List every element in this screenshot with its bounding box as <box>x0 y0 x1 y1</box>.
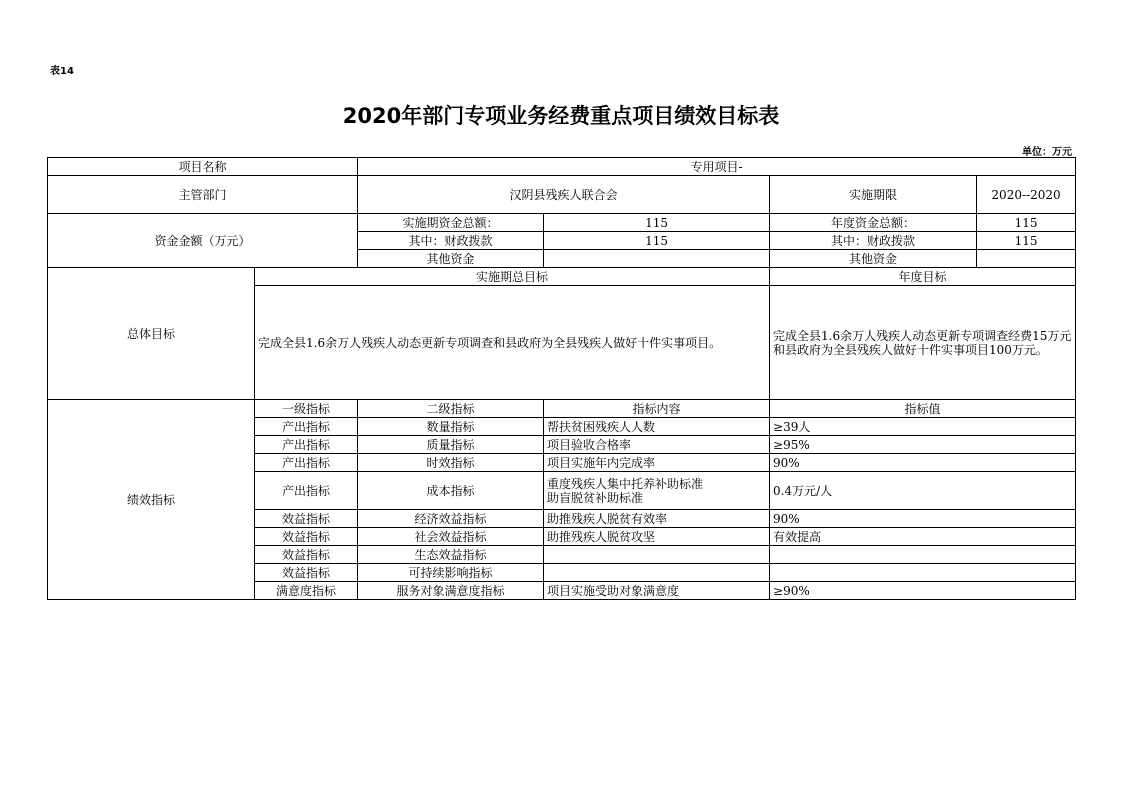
funds-total-value: 115 <box>544 214 770 232</box>
indicator-content <box>544 472 770 510</box>
indicator-value: ≥39人 <box>770 418 1076 436</box>
indicator-content: 助推残疾人脱贫有效率 <box>544 510 770 528</box>
indicator-level1: 产出指标 <box>255 472 358 510</box>
indicator-level1: 效益指标 <box>255 510 358 528</box>
indicator-header-value: 指标值 <box>770 400 1076 418</box>
funds-annual-other-value <box>977 250 1076 268</box>
funds-annual-total-label: 年度资金总额： <box>770 214 977 232</box>
indicator-level2: 经济效益指标 <box>358 510 544 528</box>
table-row <box>48 214 1076 232</box>
indicator-value: 90% <box>770 454 1076 472</box>
indicator-level2: 服务对象满意度指标 <box>358 582 544 600</box>
indicator-content: 项目实施年内完成率 <box>544 454 770 472</box>
indicator-level2: 成本指标 <box>358 472 544 510</box>
indicator-level1: 产出指标 <box>255 418 358 436</box>
indicator-value: 有效提高 <box>770 528 1076 546</box>
indicator-value: ≥90% <box>770 582 1076 600</box>
funds-label: 资金金额（万元） <box>48 214 358 268</box>
table-code: 表14 <box>50 66 74 77</box>
unit-label: 单位：万元 <box>1022 147 1072 158</box>
goals-label: 总体目标 <box>48 268 255 400</box>
annual-goal-header: 年度目标 <box>770 268 1076 286</box>
indicator-level2: 时效指标 <box>358 454 544 472</box>
funds-other-value <box>544 250 770 268</box>
indicator-content-line: 重度残疾人集中托养补助标准 <box>547 476 704 491</box>
dept-value: 汉阴县残疾人联合会 <box>358 176 770 214</box>
indicator-value: 90% <box>770 510 1076 528</box>
project-name-label: 项目名称 <box>48 158 358 176</box>
indicator-level2: 可持续影响指标 <box>358 564 544 582</box>
indicator-level2: 数量指标 <box>358 418 544 436</box>
indicator-header-level1: 一级指标 <box>255 400 358 418</box>
indicator-level2: 生态效益指标 <box>358 546 544 564</box>
indicator-value <box>770 564 1076 582</box>
indicator-level1: 产出指标 <box>255 436 358 454</box>
table-row <box>48 158 1076 176</box>
indicator-content <box>544 564 770 582</box>
indicator-level1: 产出指标 <box>255 454 358 472</box>
indicator-level1: 效益指标 <box>255 546 358 564</box>
project-name-value: 专用项目- <box>358 158 1076 176</box>
table-row <box>48 400 1076 418</box>
indicator-content: 项目实施受助对象满意度 <box>544 582 770 600</box>
funds-other-label: 其他资金 <box>358 250 544 268</box>
table-row <box>48 176 1076 214</box>
indicator-content-line: 助盲脱贫补助标准 <box>547 490 644 505</box>
performance-table <box>47 157 1076 600</box>
funds-annual-total-value: 115 <box>977 214 1076 232</box>
indicator-value: 0.4万元/人 <box>770 472 1076 510</box>
dept-label: 主管部门 <box>48 176 358 214</box>
indicator-content: 项目验收合格率 <box>544 436 770 454</box>
indicator-value <box>770 546 1076 564</box>
period-value: 2020--2020 <box>977 176 1076 214</box>
indicator-level2: 社会效益指标 <box>358 528 544 546</box>
indicator-level2: 质量指标 <box>358 436 544 454</box>
indicator-header-level2: 二级指标 <box>358 400 544 418</box>
annual-goal-text: 完成全县1.6余万人残疾人动态更新专项调查经费15万元和县政府为全县残疾人做好十件实事项目100万元。 <box>770 286 1076 400</box>
indicator-level1: 效益指标 <box>255 528 358 546</box>
indicator-content <box>544 546 770 564</box>
page-title: 2020年部门专项业务经费重点项目绩效目标表 <box>342 104 780 128</box>
funds-annual-fiscal-value: 115 <box>977 232 1076 250</box>
funds-annual-fiscal-label: 其中：财政拨款 <box>770 232 977 250</box>
funds-annual-other-label: 其他资金 <box>770 250 977 268</box>
funds-fiscal-label: 其中：财政拨款 <box>358 232 544 250</box>
funds-total-label: 实施期资金总额： <box>358 214 544 232</box>
indicator-level1: 效益指标 <box>255 564 358 582</box>
period-goal-header: 实施期总目标 <box>255 268 770 286</box>
indicator-content: 助推残疾人脱贫攻坚 <box>544 528 770 546</box>
indicator-value: ≥95% <box>770 436 1076 454</box>
indicator-content: 帮扶贫困残疾人人数 <box>544 418 770 436</box>
period-goal-text: 完成全县1.6余万人残疾人动态更新专项调查和县政府为全县残疾人做好十件实事项目。 <box>255 286 770 400</box>
period-label: 实施期限 <box>770 176 977 214</box>
table-row <box>48 268 1076 286</box>
funds-fiscal-value: 115 <box>544 232 770 250</box>
indicator-header-content: 指标内容 <box>544 400 770 418</box>
indicator-level1: 满意度指标 <box>255 582 358 600</box>
indicators-label: 绩效指标 <box>48 400 255 600</box>
